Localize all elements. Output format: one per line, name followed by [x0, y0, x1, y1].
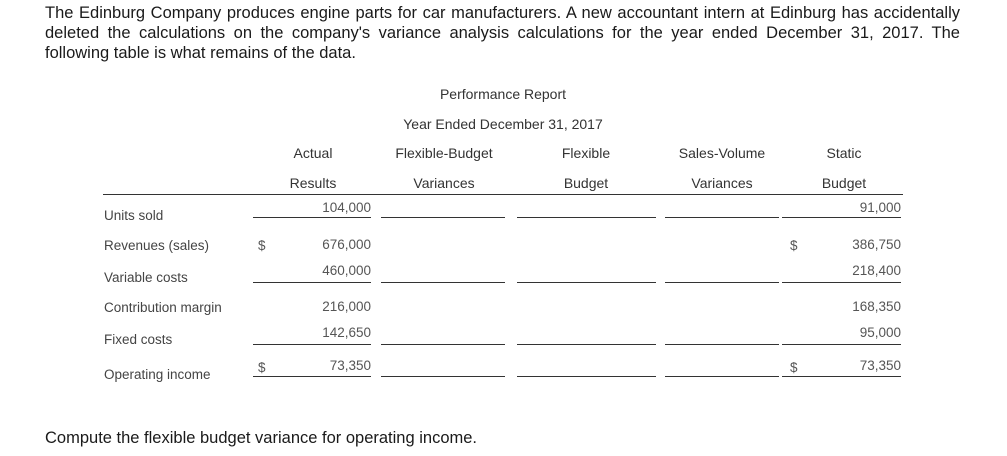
svv-units-underline: [665, 217, 779, 218]
fbv-fixed-costs-underline: [381, 344, 505, 345]
row-label-variable-costs: Variable costs: [104, 270, 188, 285]
col-flexible-header-line2: Budget: [563, 175, 609, 191]
row-label-units-sold: Units sold: [104, 208, 164, 223]
static-contribution-margin-value: 168,350: [852, 299, 901, 314]
static-units-sold-value: 91,000: [859, 200, 901, 215]
row-label-operating-income: Operating income: [104, 367, 211, 382]
col-svv-header-line2: Variances: [691, 175, 753, 191]
problem-statement: The Edinburg Company produces engine parts for car manufacturers. A new accountant intern at Edinburg has accidentally deleted the calculations on the company's variance analysis calculations for the year ended December 31, 2017. The following table is what remains of the data.: [45, 4, 960, 62]
svv-operating-income-underline: [665, 376, 779, 377]
col-svv-header-line1: Sales-Volume: [678, 145, 766, 161]
actual-operating-income-value: 73,350: [329, 358, 371, 373]
fbv-units-underline: [381, 217, 505, 218]
actual-contribution-margin-value: 216,000: [322, 299, 371, 314]
actual-units-underline: [253, 217, 371, 218]
row-label-revenues: Revenues (sales): [104, 238, 210, 253]
fbv-variable-costs-underline: [381, 282, 505, 283]
static-operating-income-underline: [782, 376, 901, 377]
row-label-fixed-costs: Fixed costs: [104, 332, 173, 347]
svv-variable-costs-underline: [665, 282, 779, 283]
report-title: Performance Report: [439, 86, 567, 102]
flexible-fixed-costs-underline: [517, 344, 656, 345]
static-fixed-costs-underline: [782, 344, 901, 345]
header-rule: [103, 194, 903, 195]
flexible-variable-costs-underline: [517, 282, 656, 283]
actual-fixed-costs-underline: [253, 344, 371, 345]
col-actual-header-line2: Results: [289, 175, 337, 191]
static-units-underline: [782, 217, 901, 218]
actual-units-sold-value: 104,000: [322, 200, 371, 215]
static-revenues-value: 386,750: [852, 237, 901, 252]
svv-fixed-costs-underline: [665, 344, 779, 345]
currency-symbol: $: [790, 238, 798, 253]
actual-operating-income-underline: [253, 376, 371, 377]
row-label-contribution-margin: Contribution margin: [104, 300, 222, 315]
col-static-header-line1: Static: [826, 145, 862, 161]
col-actual-header-line1: Actual: [293, 145, 333, 161]
actual-variable-costs-underline: [253, 282, 371, 283]
question-text: Compute the flexible budget variance for operating income.: [45, 429, 478, 447]
col-static-header-line2: Budget: [821, 175, 867, 191]
col-fbv-header-line2: Variances: [413, 175, 475, 191]
report-period: Year Ended December 31, 2017: [403, 116, 603, 132]
currency-symbol: $: [790, 360, 798, 375]
flexible-units-underline: [517, 217, 656, 218]
actual-revenues-value: 676,000: [322, 237, 371, 252]
actual-fixed-costs-value: 142,650: [322, 325, 371, 340]
currency-symbol: $: [258, 238, 266, 253]
static-variable-costs-value: 218,400: [852, 263, 901, 278]
flexible-operating-income-underline: [517, 376, 656, 377]
static-variable-costs-underline: [782, 282, 901, 283]
col-fbv-header-line1: Flexible-Budget: [395, 145, 493, 161]
fbv-operating-income-underline: [381, 376, 505, 377]
static-operating-income-value: 73,350: [859, 358, 901, 373]
col-flexible-header-line1: Flexible: [561, 145, 611, 161]
currency-symbol: $: [258, 360, 266, 375]
actual-variable-costs-value: 460,000: [322, 263, 371, 278]
static-fixed-costs-value: 95,000: [859, 325, 901, 340]
